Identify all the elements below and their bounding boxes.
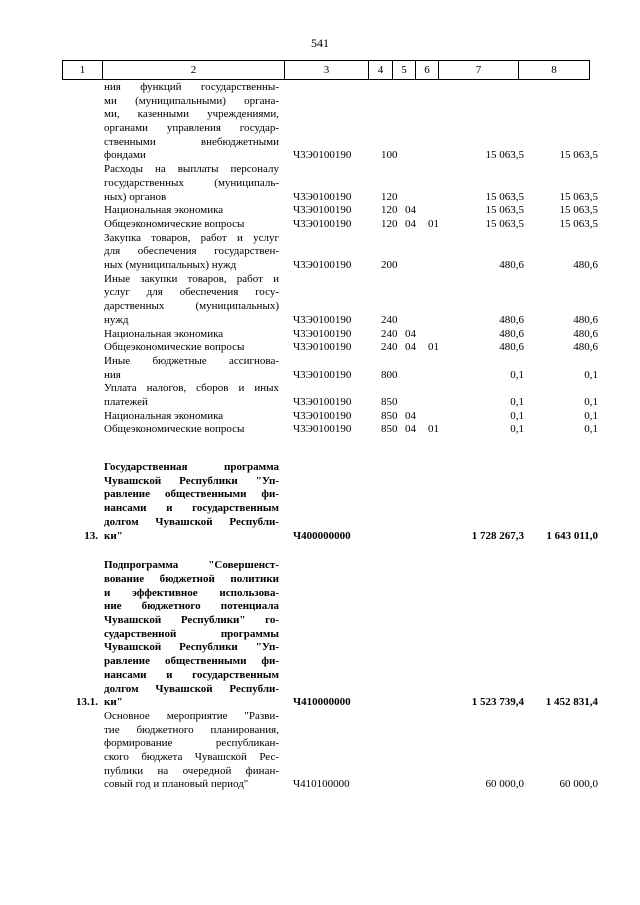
row-description	[104, 328, 279, 342]
amount-year-1: 480,6	[499, 259, 524, 272]
description-line: ки"	[104, 529, 123, 542]
description-line: ки"	[104, 696, 123, 709]
col-header-6: 6	[416, 61, 439, 80]
section-code: 04	[405, 217, 416, 230]
description-line: услуг для обеспечения госу-	[104, 286, 279, 299]
target-code: Ч410100000	[293, 778, 350, 791]
table-row	[0, 355, 640, 382]
table-row	[0, 204, 640, 218]
amount-year-2: 1 452 831,4	[545, 696, 598, 709]
amount-year-2: 60 000,0	[559, 778, 598, 791]
amount-year-2: 480,6	[573, 341, 598, 354]
target-code: Ч3Э0100190	[293, 259, 352, 272]
col-header-4: 4	[369, 61, 393, 80]
program-number: 13.	[84, 529, 98, 542]
amount-year-1: 480,6	[499, 313, 524, 326]
description-line: ми, казенными учреждениями,	[104, 108, 279, 121]
table-row	[0, 163, 640, 204]
amount-year-2: 480,6	[573, 259, 598, 272]
description-line: нужд	[104, 313, 129, 326]
amount-year-2: 1 643 011,0	[546, 529, 598, 542]
amount-year-1: 480,6	[499, 341, 524, 354]
row-description	[104, 232, 279, 273]
amount-year-2: 0,1	[584, 423, 598, 436]
amount-year-1: 0,1	[510, 423, 524, 436]
amount-year-1: 0,1	[510, 409, 524, 422]
target-code: Ч3Э0100190	[293, 327, 352, 340]
description-line: Иные бюджетные ассигнова-	[104, 354, 279, 367]
expense-type: 240	[381, 327, 398, 340]
description-line: Расходы на выплаты персоналу	[104, 163, 279, 176]
amount-year-2: 0,1	[584, 368, 598, 381]
description-line: Основное мероприятие "Разви-	[104, 709, 279, 722]
description-line: Иные закупки товаров, работ и	[104, 272, 279, 285]
expense-type: 120	[381, 190, 398, 203]
description-line: ми (муниципальными) органа-	[104, 94, 279, 107]
description-line: Национальная экономика	[104, 327, 224, 340]
section-code: 04	[405, 327, 416, 340]
col-header-8: 8	[519, 61, 590, 80]
table-row	[0, 328, 640, 342]
row-description	[104, 81, 279, 163]
subsection-code: 01	[428, 217, 439, 230]
expense-type: 850	[381, 396, 398, 408]
subsection-code: 01	[428, 341, 439, 354]
row-description	[104, 410, 279, 424]
expense-type: 850	[381, 409, 398, 422]
description-line: равление общественными фи-	[104, 655, 279, 668]
expense-type: 240	[381, 313, 398, 326]
table-body	[0, 81, 640, 792]
description-line: государственных (муниципаль-	[104, 176, 279, 189]
expense-type: 800	[381, 368, 398, 381]
program-number: 13.1.	[76, 696, 98, 709]
amount-year-2: 480,6	[573, 327, 598, 340]
description-line: Подпрограмма "Совершенст-	[104, 559, 279, 572]
amount-year-1: 0,1	[510, 396, 524, 408]
expense-type: 120	[381, 217, 398, 230]
row-description	[104, 461, 279, 543]
description-line: фондами	[104, 149, 146, 162]
description-line: Национальная экономика	[104, 409, 224, 422]
description-line: ние бюджетного потенциала	[104, 600, 279, 613]
table-row	[0, 273, 640, 328]
table-row	[0, 218, 640, 232]
expense-type: 240	[381, 341, 398, 354]
table-header	[62, 60, 590, 80]
amount-year-2: 480,6	[573, 313, 598, 326]
target-code: Ч3Э0100190	[293, 409, 352, 422]
section-code: 04	[405, 341, 416, 354]
description-line: ственными внебюджетными	[104, 135, 279, 148]
amount-year-2: 15 063,5	[559, 190, 598, 203]
section-code: 04	[405, 409, 416, 422]
table-row	[0, 341, 640, 355]
amount-year-1: 1 728 267,3	[471, 529, 524, 542]
expense-type: 200	[381, 259, 398, 272]
expense-type: 120	[381, 204, 398, 217]
program-row-13	[0, 461, 640, 543]
row-description	[104, 341, 279, 355]
description-line: нансами и государственным	[104, 502, 279, 515]
description-line: Чувашской Республики "Уп-	[104, 474, 279, 487]
table-row	[0, 232, 640, 273]
col-header-3: 3	[285, 61, 369, 80]
target-code: Ч3Э0100190	[293, 396, 352, 408]
col-header-7: 7	[439, 61, 519, 80]
table-row	[0, 382, 640, 409]
row-description	[104, 163, 279, 204]
description-line: Общеэкономические вопросы	[104, 341, 245, 354]
description-line: Государственная программа	[104, 461, 279, 474]
description-line: ния функций государственны-	[104, 80, 279, 93]
description-line: ных) органов	[104, 190, 167, 203]
row-description	[104, 355, 279, 382]
row-description	[104, 273, 279, 328]
target-code: Ч3Э0100190	[293, 423, 352, 436]
amount-year-1: 480,6	[499, 327, 524, 340]
description-line: Уплата налогов, сборов и иных	[104, 382, 279, 395]
col-header-1: 1	[63, 61, 103, 80]
description-line: ского бюджета Чувашской Рес-	[104, 751, 279, 764]
program-row-13-1	[0, 559, 640, 710]
description-line: органами управления государ-	[104, 122, 279, 135]
section-code: 04	[405, 423, 416, 436]
amount-year-1: 15 063,5	[485, 149, 524, 162]
description-line: вование бюджетной политики	[104, 572, 279, 585]
row-description	[104, 204, 279, 218]
description-line: Общеэкономические вопросы	[104, 217, 245, 230]
description-line: долгом Чувашской Республи-	[104, 682, 279, 695]
description-line: равление общественными фи-	[104, 488, 279, 501]
description-line: Общеэкономические вопросы	[104, 423, 245, 436]
section-code: 04	[405, 204, 416, 217]
expense-type: 850	[381, 423, 398, 436]
table-row	[0, 81, 640, 163]
row-description	[104, 382, 279, 409]
row-description	[104, 559, 279, 710]
amount-year-2: 15 063,5	[559, 149, 598, 162]
target-code: Ч3Э0100190	[293, 313, 352, 326]
amount-year-1: 0,1	[510, 368, 524, 381]
col-header-5: 5	[393, 61, 416, 80]
description-line: платежей	[104, 396, 148, 408]
description-line: и эффективное использова-	[104, 586, 279, 599]
description-line: для обеспечения государствен-	[104, 245, 279, 258]
target-code: Ч3Э0100190	[293, 341, 352, 354]
description-line: Национальная экономика	[104, 204, 224, 217]
target-code: Ч3Э0100190	[293, 204, 352, 217]
target-code: Ч3Э0100190	[293, 190, 352, 203]
description-line: Закупка товаров, работ и услуг	[104, 231, 279, 244]
col-header-2: 2	[103, 61, 285, 80]
amount-year-1: 1 523 739,4	[471, 696, 524, 709]
amount-year-2: 0,1	[584, 396, 598, 408]
description-line: долгом Чувашской Республи-	[104, 515, 279, 528]
table-row	[0, 423, 640, 437]
description-line: публики на очередной финан-	[104, 764, 279, 777]
amount-year-2: 15 063,5	[559, 204, 598, 217]
row-description	[104, 710, 279, 792]
subsection-code: 01	[428, 423, 439, 436]
description-line: ных (муниципальных) нужд	[104, 259, 237, 272]
target-code: Ч400000000	[293, 529, 351, 542]
expense-type: 100	[381, 149, 398, 162]
amount-year-2: 15 063,5	[559, 217, 598, 230]
page-number: 541	[311, 36, 329, 50]
description-line: нансами и государственным	[104, 668, 279, 681]
description-line: формирование республикан-	[104, 737, 279, 750]
amount-year-2: 0,1	[584, 409, 598, 422]
main-event-row	[0, 710, 640, 792]
target-code: Ч3Э0100190	[293, 368, 352, 381]
description-line: тие бюджетного планирования,	[104, 723, 279, 736]
description-line: Чувашской Республики "Уп-	[104, 641, 279, 654]
row-description	[104, 423, 279, 437]
description-line: совый год и плановый период"	[104, 778, 249, 791]
table-row	[0, 410, 640, 424]
amount-year-1: 15 063,5	[485, 204, 524, 217]
target-code: Ч3Э0100190	[293, 217, 352, 230]
amount-year-1: 15 063,5	[485, 190, 524, 203]
description-line: дарственных (муниципальных)	[104, 300, 279, 313]
row-description	[104, 218, 279, 232]
target-code: Ч410000000	[293, 696, 351, 709]
target-code: Ч3Э0100190	[293, 149, 352, 162]
amount-year-1: 60 000,0	[485, 778, 524, 791]
description-line: сударственной программы	[104, 627, 279, 640]
amount-year-1: 15 063,5	[485, 217, 524, 230]
description-line: ния	[104, 368, 121, 381]
description-line: Чувашской Республики" го-	[104, 614, 279, 627]
